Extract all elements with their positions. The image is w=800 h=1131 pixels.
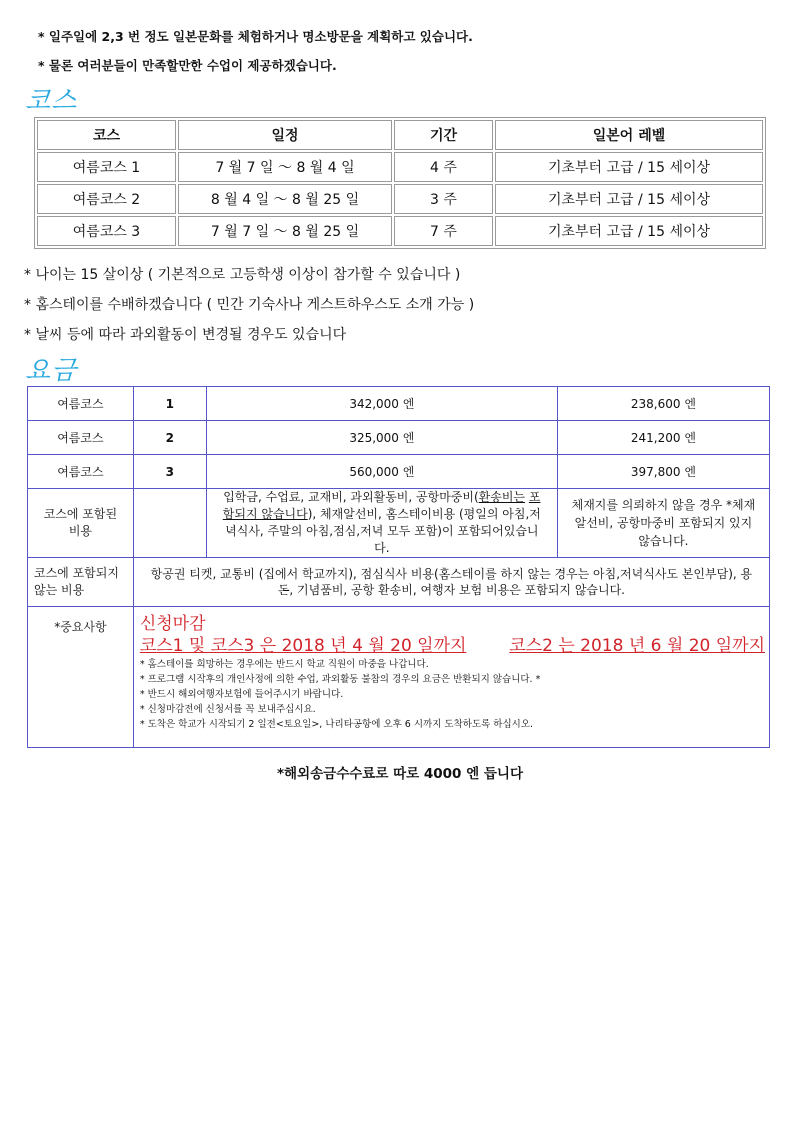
level-col-header: 일본어 레벨: [495, 120, 763, 150]
course-duration: 3 주: [394, 184, 493, 214]
course-name: 여름코스 2: [37, 184, 176, 214]
course-schedule: 8 월 4 일 ～ 8 월 25 일: [178, 184, 392, 214]
remittance-fee-note: *해외송금수수료로 따로 4000 엔 듭니다: [276, 766, 523, 782]
table-row: [28, 387, 770, 421]
list-item: * 도착은 학교가 시작되기 2 일전<토요일>, 나리타공항에 오후 6 시까지 도착하도록 하십시오.: [139, 719, 534, 730]
included-label: 코스에 포함된 비용: [28, 489, 134, 558]
table-row: [28, 421, 770, 455]
course-level: 기초부터 고급 / 15 세이상: [495, 152, 763, 182]
fee-table: [27, 386, 770, 748]
list-item: * 프로그램 시작후의 개인사정에 의한 수업, 과외활동 불참의 경우의 요금은 반환되지 않습니다. *: [139, 674, 541, 685]
course-table: [34, 117, 766, 249]
course-heading: 코스: [25, 86, 78, 116]
fee-price-a: 560,000 엔: [206, 455, 557, 489]
fee-label: 여름코스: [28, 455, 134, 489]
list-item: * 홈스테이를 희망하는 경우에는 반드시 학교 직원이 마중을 나갑니다.: [139, 659, 429, 670]
table-row: [37, 216, 763, 246]
deadline-title: 신청마감: [139, 614, 206, 634]
course-schedule: 7 월 7 일 ～ 8 월 25 일: [178, 216, 392, 246]
fee-course-number: 2: [133, 421, 206, 455]
important-content: [133, 607, 769, 748]
intro-line-2: * 물론 여러분들이 만족할만한 수업이 제공하겠습니다.: [38, 58, 337, 73]
course-schedule: 7 월 7 일 ～ 8 월 4 일: [178, 152, 392, 182]
empty-cell: [133, 489, 206, 558]
course-name: 여름코스 3: [37, 216, 176, 246]
fee-label: 여름코스: [28, 387, 134, 421]
course-note-2: * 홈스테이를 수배하겠습니다 ( 민간 기숙사나 게스트하우스도 소개 가능 ): [24, 297, 475, 313]
duration-col-header: 기간: [394, 120, 493, 150]
table-row: [37, 184, 763, 214]
course-name: 여름코스 1: [37, 152, 176, 182]
fee-price-b: 241,200 엔: [557, 421, 769, 455]
fee-heading: 요금: [25, 356, 78, 386]
deadline-course-1-3: 코스1 및 코스3 은 2018 년 4 월 20 일까지: [139, 636, 467, 656]
schedule-col-header: 일정: [178, 120, 392, 150]
fee-price-a: 342,000 엔: [206, 387, 557, 421]
course-level: 기초부터 고급 / 15 세이상: [495, 216, 763, 246]
course-level: 기초부터 고급 / 15 세이상: [495, 184, 763, 214]
included-text: 입학금, 수업료, 교재비, 과외활동비, 공항마중비(환송비는 포함되지 않습니다), 체재알선비, 홈스테이비용 (평일의 아침,저녁식사, 주말의 아침,점심,저녁 모두 포함)이 포함되어있습니다.: [206, 489, 557, 558]
excluded-costs-row: [28, 558, 770, 607]
intro-line-1: * 일주일에 2,3 번 정도 일본문화를 체험하거나 명소방문을 계획하고 있습니다.: [38, 29, 473, 44]
fee-label: 여름코스: [28, 421, 134, 455]
fee-course-number: 3: [133, 455, 206, 489]
fee-price-a: 325,000 엔: [206, 421, 557, 455]
course-col-header: 코스: [37, 120, 176, 150]
included-note: 체재지를 의뢰하지 않을 경우 *체재 알선비, 공항마중비 포함되지 있지 않습니다.: [557, 489, 769, 558]
list-item: * 반드시 해외여행자보험에 들어주시기 바랍니다.: [139, 689, 344, 700]
list-item: * 신청마감전에 신청서를 꼭 보내주십시요.: [139, 704, 316, 715]
included-costs-row: [28, 489, 770, 558]
excluded-text: 항공권 티켓, 교통비 (집에서 학교까지), 점심식사 비용(홈스테이를 하지 않는 경우는 아침,저녁식사도 본인부담), 용돈, 기념품비, 공항 환송비, 여행자 보험 비용은 포함되지 않습니다.: [133, 558, 769, 607]
table-row: [37, 152, 763, 182]
important-row: [28, 607, 770, 748]
important-notes-list: [140, 657, 765, 732]
important-label: *중요사항: [28, 607, 134, 748]
course-header-row: [37, 120, 763, 150]
fee-price-b: 238,600 엔: [557, 387, 769, 421]
table-row: [28, 455, 770, 489]
deadline-line: [140, 635, 765, 657]
fee-price-b: 397,800 엔: [557, 455, 769, 489]
course-duration: 7 주: [394, 216, 493, 246]
course-note-3: * 날씨 등에 따라 과외활동이 변경될 경우도 있습니다: [24, 327, 347, 343]
course-note-1: * 나이는 15 살이상 ( 기본적으로 고등학생 이상이 참가할 수 있습니다 ): [24, 267, 461, 283]
deadline-course-2: 코스2 는 2018 년 6 월 20 일까지: [509, 636, 765, 656]
fee-course-number: 1: [133, 387, 206, 421]
excluded-label: 코스에 포함되지 않는 비용: [28, 558, 134, 607]
course-duration: 4 주: [394, 152, 493, 182]
